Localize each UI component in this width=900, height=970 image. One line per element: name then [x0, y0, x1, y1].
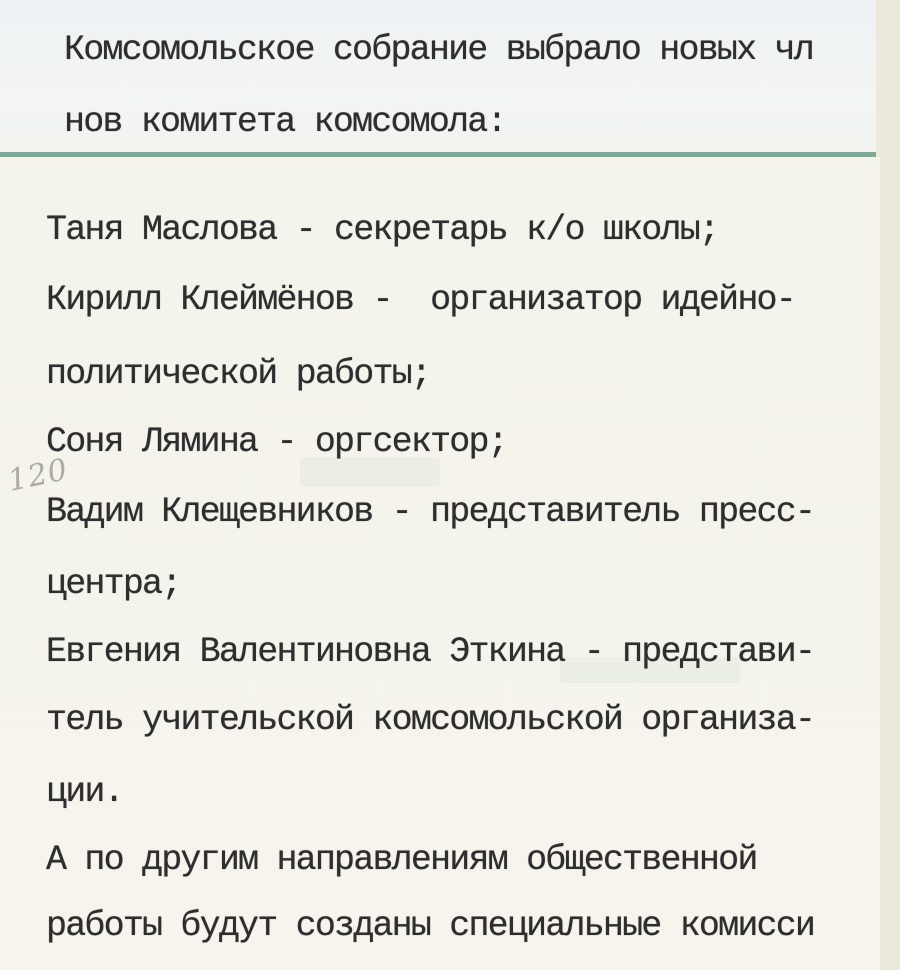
member-line-etkina-end: ции. — [46, 772, 123, 812]
member-line-etkina-cont: тель учительской комсомольской организа- — [46, 700, 815, 740]
member-line-kleimenov-cont: политической работы; — [46, 354, 431, 394]
member-line-kleimenov: Кирилл Клеймёнов - организатор идейно- — [46, 280, 795, 320]
archive-page-number-mark: 120 — [5, 452, 72, 499]
member-line-etkina: Евгения Валентиновна Эткина - представи- — [46, 632, 815, 672]
header-line-1: Комсомольское собрание выбрало новых чл — [64, 30, 813, 70]
member-line-maslova: Таня Маслова - секретарь к/о школы; — [46, 210, 719, 250]
member-line-kleshchevnikov-cont: центра; — [46, 564, 181, 604]
member-line-kleshchevnikov: Вадим Клещевников - представитель пресс- — [46, 492, 815, 532]
member-line-lyamina: Соня Лямина - оргсектор; — [46, 422, 507, 462]
header-clipping — [0, 0, 876, 158]
closing-line-2: работы будут созданы специальные комисси — [46, 906, 815, 946]
header-line-2: нов комитета комсомола: — [64, 102, 506, 142]
closing-line-1: А по другим направлениям общественной — [46, 840, 757, 880]
